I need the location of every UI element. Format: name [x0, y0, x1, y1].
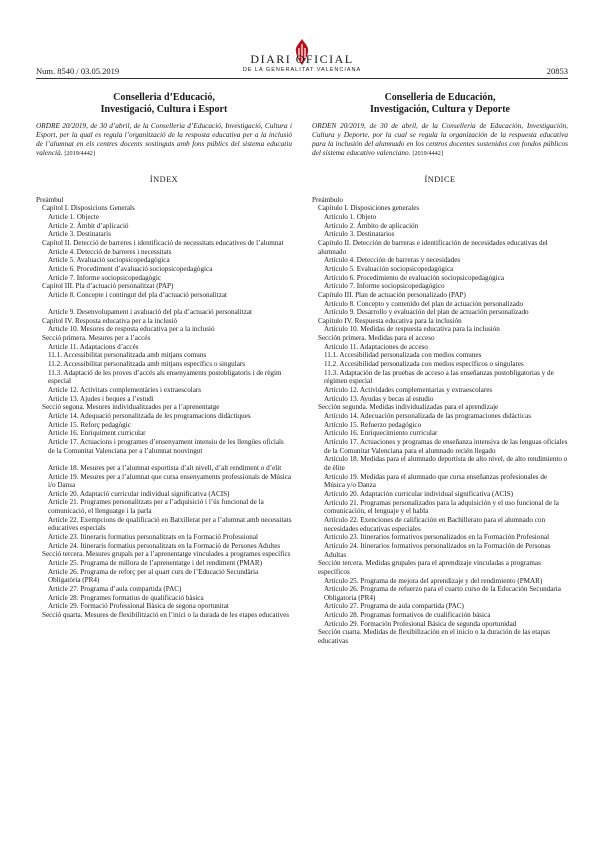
toc-entry: Artículo 11. Adaptaciones de acceso [324, 342, 428, 351]
toc-entry: Article 12. Activitats complementàries i extraescolars [48, 386, 202, 394]
toc-entry: Capítulo III. Plan de actuación personalizado (PAP) [318, 290, 466, 299]
toc-entry: Artículo 14. Adecuación personalizada de las programaciones didácticas [324, 412, 531, 421]
toc-entry: Preàmbul [36, 195, 64, 204]
toc-entry: Article 3. Destinataris [48, 230, 111, 239]
toc-entry: Article 11. Adaptacions d’accés [48, 342, 139, 351]
table-of-contents [36, 196, 292, 620]
toc-entry: 11.3. Adaptación de las pruebas de acceso a las enseñanzas postobligatorias y de régimen especial [324, 368, 554, 386]
toc-entry: Artículo 12. Actividades complementarias y extraescolares [324, 386, 493, 395]
toc-entry: Article 13. Ajudes i beques a l’estudi [48, 394, 154, 403]
toc-entry: Capítulo IV. Respuesta educativa para la inclusión [318, 316, 462, 325]
toc-entry: Capítol II. Detecció de barreres i identificació de necessitats educatives de l’alumnat [42, 238, 284, 247]
toc-entry: Secció primera. Mesures per a l’accés [42, 334, 151, 343]
toc-entry: Article 21. Programes personalitzats per a l’adquisició i l’ús funcional de la comunicació, el llenguatge i la parla [48, 498, 264, 516]
toc-entry: Article 27. Programa d’aula compartida (PAC) [48, 585, 182, 594]
toc-entry: Secció tercera. Mesures grupals per a l’aprenentatge vinculades a programes específics [42, 550, 291, 559]
decree-summary [312, 122, 568, 159]
journal-subtitle: DE LA GENERALITAT VALENCIANA [242, 67, 362, 73]
decree-code: [2019/4442] [412, 149, 443, 157]
toc-entry: Article 24. Itineraris formatius personalitzats en la Formació de Persones Adultes [48, 541, 281, 550]
department-line: Investigació, Cultura i Esport [100, 104, 228, 115]
toc-entry: Preámbulo [312, 195, 343, 204]
toc-entry: Article 19. Mesures per a l’alumnat que cursa ensenyaments professionals de Música i/o Dansa [48, 472, 292, 490]
toc-entry: 11.3. Adaptació de les proves d’accés als ensenyaments postobligatoris i de règim especial [48, 368, 282, 386]
department-line: Investigación, Cultura y Deporte [370, 104, 510, 115]
toc-entry: Article 18. Mesures per a l’alumnat esportista d’alt nivell, d’alt rendiment o d’elit [48, 463, 282, 472]
index-title: ÍNDEX [149, 174, 179, 184]
toc-entry: Artículo 18. Medidas para el alumnado deportista de alto nivel, de alto rendimiento o de élite [324, 455, 568, 472]
journal-title: DIARI OFICIAL [250, 52, 354, 66]
toc-entry: Artículo 7. Informe sociopsicopedagógico [324, 282, 445, 291]
toc-entry: Article 6. Procediment d’avaluació sociopsicopedagògica [48, 264, 213, 273]
toc-spacer [36, 455, 292, 464]
toc-entry: Article 2. Àmbit d’aplicació [48, 221, 129, 230]
toc-entry: Artículo 19. Medidas para el alumnado que cursa enseñanzas profesionales de Música y/o Danza [324, 472, 548, 490]
toc-entry: Artículo 13. Ayudas y becas al estudio [324, 394, 434, 403]
toc-entry: Secció segona. Mesures individualitzades per a l’aprenentatge [42, 403, 220, 412]
toc-entry: Article 5. Avaluació sociopsicopedagògica [48, 256, 170, 265]
toc-entry: Artículo 29. Formación Profesional Básica de segunda oportunidad [324, 619, 517, 628]
toc-entry: Article 15. Reforç pedagògic [48, 420, 131, 429]
index-title: ÍNDICE [424, 174, 456, 184]
decree-summary [36, 122, 292, 159]
toc-entry: Article 28. Programes formatius de qualificació bàsica [48, 593, 204, 602]
toc-entry: Sección segunda. Medidas individualizadas para el aprendizaje [318, 403, 499, 412]
department-title [312, 92, 568, 116]
toc-entry: Article 1. Objecte [48, 212, 99, 221]
toc-entry: Artículo 17. Actuaciones y programas de enseñanza intensiva de las lenguas oficiales de la Comunitat Valenciana para el alumnado recién llegado [324, 438, 568, 455]
spanish-column [312, 92, 568, 646]
toc-entry: Article 22. Exempcions de qualificació en Batxillerat per a l’alumnat amb necessitats educatives especials [48, 515, 292, 533]
header-rule [36, 78, 568, 79]
toc-entry: Capítulo I. Disposiciones generales [318, 204, 420, 213]
decree-text: ORDRE 20/2019, de 30 d’abril, de la Conselleria d’Educació, Investigació, Cultura i Esport, per la qual es regula l’organització de la resposta educativa per a la inclusió de l’alumnat en els centres docents sostinguts amb fons públics del sistema educatiu valencià. [36, 121, 292, 157]
decree-text: ORDEN 20/2019, de 30 de abril, de la Conselleria de Educación, Investigación, Cultura y Deporte, por la cual se regula la organización de la respuesta educativa para la inclusión del alumnado en los centros docentes sostenidos con fondos públicos del sistema educativo valenciano. [312, 121, 568, 157]
toc-entry: Artículo 9. Desarrollo y evaluación del plan de actuación personalizado [324, 308, 529, 317]
toc-entry: Artículo 16. Enriquecimiento curricular [324, 429, 438, 438]
toc-entry: Capítol I. Disposicions Generals [42, 204, 135, 213]
toc-entry: Artículo 20. Adaptación curricular individual significativa (ACIS) [324, 489, 513, 498]
toc-entry: Artículo 3. Destinatarios [324, 230, 395, 239]
toc-entry: Artículo 10. Medidas de respuesta educativa para la inclusión [324, 325, 500, 334]
toc-entry: 11.2. Accesibilidad personalizada con medios específicos o singulares [324, 360, 524, 369]
toc-entry: Capítulo II. Detección de barreras e identificación de necesidades educativas del alumnado [318, 238, 548, 256]
toc-entry: Article 29. Formació Professional Bàsica de segona oportunitat [48, 602, 229, 611]
toc-entry: Article 26. Programa de reforç per al quart curs de l’Educació Secundària Obligatòria (PR4) [48, 567, 259, 585]
toc-entry: 11.1. Accesibilidad personalizada con medios comunes [324, 351, 482, 360]
toc-entry: Article 17. Actuacions i programes d’ensenyament intensiu de les llengües oficials de la Comunitat Valenciana per a l’alumnat nouvingut [48, 437, 284, 455]
toc-entry: Artículo 1. Objeto [324, 212, 377, 221]
toc-entry: Sección primera. Medidas para el acceso [318, 334, 435, 343]
toc-entry: Article 20. Adaptació curricular individual significativa (ACIS) [48, 489, 230, 498]
toc-entry: Artículo 6. Procedimiento de evaluación sociopsicopedagógica [324, 273, 505, 282]
toc-entry: Artículo 15. Refuerzo pedagógico [324, 420, 422, 429]
toc-entry: Artículo 21. Programas personalizados para la adquisición y el uso funcional de la comunicación, el lenguaje y el habla [324, 498, 559, 516]
toc-entry: 11.2. Accessibilitat personalitzada amb mitjans específics o singulars [48, 360, 246, 369]
toc-entry: Artículo 5. Evaluación sociopsicopedagógica [324, 264, 454, 273]
toc-entry: Article 25. Programa de millora de l’aprenentatge i del rendiment (PMAR) [48, 559, 262, 568]
toc-entry: Artículo 24. Itinerarios formativos personalizados en la Formación de Personas Adultas [324, 541, 551, 559]
toc-entry: Article 14. Adequació personalitzada de les programacions didàctiques [48, 411, 251, 420]
department-line: Conselleria d’Educació, [113, 92, 215, 103]
toc-entry: Secció quarta. Mesures de flexibilització en l’inici o la durada de les etapes educatives [42, 611, 290, 619]
toc-entry: Artículo 28. Programas formativos de cualificación básica [324, 611, 491, 620]
toc-entry: Artículo 26. Programa de refuerzo para el cuarto curso de la Educación Secundaria Obligatoria (PR4) [324, 585, 561, 602]
toc-entry: Artículo 22. Exenciones de calificación en Bachillerato para el alumnado con necesidades educativas especiales [324, 515, 546, 533]
toc-entry: Article 8. Concepte i contingut del pla d’actuació personalitzat [48, 290, 228, 299]
toc-entry: Capítol III. Pla d’actuació personalitzat (PAP) [42, 282, 174, 291]
toc-entry: Sección cuarta. Medidas de flexibilización en el inicio o la duración de las etapas educativas [318, 628, 550, 646]
toc-entry: Artículo 2. Ámbito de aplicación [324, 221, 419, 230]
page-number: 20853 [546, 66, 568, 76]
toc-entry: Article 10. Mesures de resposta educativa per a la inclusió [48, 325, 215, 334]
department-title [36, 92, 292, 116]
toc-entry: Article 9. Desenvolupament i avaluació del pla d’actuació personalitzat [48, 308, 253, 317]
toc-entry: Article 16. Enriquiment curricular [48, 429, 146, 438]
toc-spacer [36, 300, 292, 309]
toc-entry: Artículo 27. Programa de aula compartida (PAC) [324, 602, 464, 611]
valencian-column [36, 92, 292, 620]
toc-entry: Artículo 8. Concepto y contenido del plan de actuación personalizado [324, 299, 524, 308]
issue-number: Num. 8540 / 03.05.2019 [36, 66, 120, 76]
toc-entry: Artículo 23. Itinerarios formativos personalizados en la Formación Profesional [324, 533, 550, 542]
toc-entry: Sección tercera. Medidas grupales para el aprendizaje vinculadas a programas específicos [318, 559, 541, 576]
toc-entry: Capítol IV. Resposta educativa per a la inclusió [42, 316, 178, 325]
department-line: Conselleria de Educación, [384, 92, 496, 103]
toc-entry: 11.1. Accessibilitat personalitzada amb mitjans comuns [48, 351, 207, 360]
toc-entry: Article 23. Itineraris formatius personalitzats en la Formació Professional [48, 533, 258, 542]
toc-entry: Artículo 25. Programa de mejora del aprendizaje y del rendimiento (PMAR) [324, 576, 543, 585]
toc-entry: Article 7. Informe sociopsicopedagògic [48, 273, 162, 282]
table-of-contents [312, 196, 568, 646]
decree-code: [2019/4442] [64, 149, 95, 157]
toc-entry: Artículo 4. Detección de barreras y necesidades [324, 256, 461, 265]
toc-entry: Article 4. Detecció de barreres i necessitats [48, 247, 172, 256]
